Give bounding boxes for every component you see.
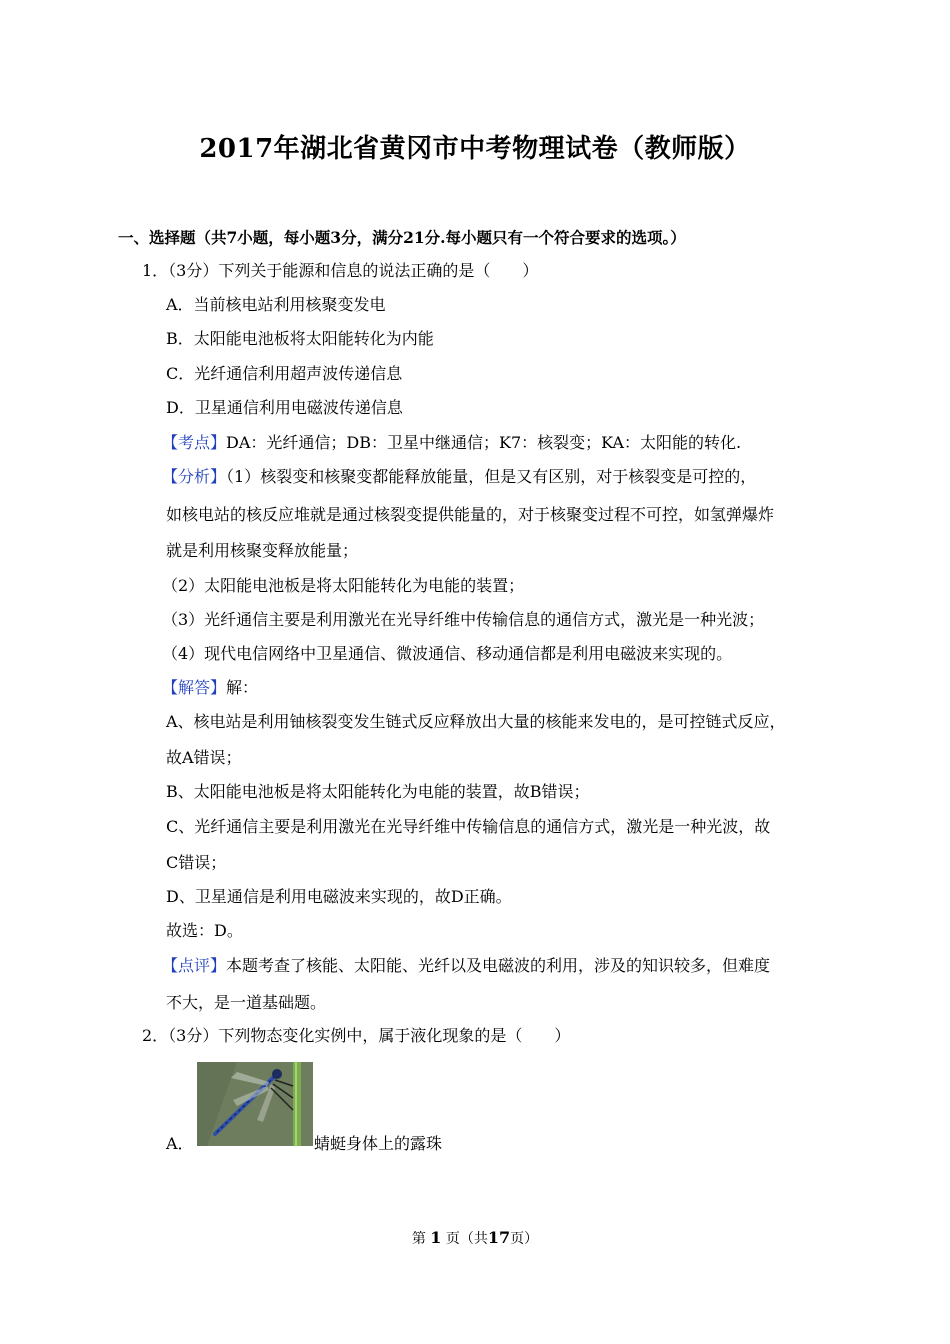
dianping-row: [162, 955, 770, 977]
fenxi-line: 就是利用核聚变释放能量；: [166, 541, 359, 560]
footer-page-number: 1: [430, 1228, 442, 1247]
question-1-option-b: B．太阳能电池板将太阳能转化为内能: [166, 329, 434, 348]
page-footer: [0, 1228, 950, 1248]
jieda-head: 解：: [226, 678, 259, 697]
fenxi-row: [162, 466, 756, 488]
jieda-row: [162, 677, 258, 699]
section-heading: 一、选择题（共7小题，每小题3分，满分21分.每小题只有一个符合要求的选项。）: [118, 228, 686, 247]
question-1-stem: 1．（3分）下列关于能源和信息的说法正确的是（ ）: [142, 261, 539, 280]
fenxi-line: （2）太阳能电池板是将太阳能转化为电能的装置；: [162, 576, 525, 595]
jieda-line: C错误；: [166, 853, 227, 872]
footer-pre: 第: [411, 1231, 426, 1247]
jieda-line: A、核电站是利用铀核裂变发生链式反应释放出大量的核能来发电的，是可控链式反应，: [166, 712, 786, 731]
footer-total-pages: 17: [487, 1228, 511, 1247]
dianping-line: 本题考查了核能、太阳能、光纤以及电磁波的利用，涉及的知识较多，但难度: [226, 956, 771, 975]
question-2-option-a-label: A．: [166, 1134, 194, 1153]
dianping-line: 不大，是一道基础题。: [166, 993, 327, 1012]
jieda-line: C、光纤通信主要是利用激光在光导纤维中传输信息的通信方式，激光是一种光波，故: [166, 817, 771, 836]
kaodian-tag: 【考点】: [162, 433, 227, 452]
question-1-option-a: A．当前核电站利用核聚变发电: [166, 295, 386, 314]
kaodian-row: [162, 432, 741, 454]
fenxi-tag: 【分析】: [162, 467, 227, 486]
jieda-line: B、太阳能电池板是将太阳能转化为电能的装置，故B错误；: [166, 782, 590, 801]
question-2-option-a-text: 蜻蜓身体上的露珠: [314, 1134, 443, 1153]
dianping-tag: 【点评】: [162, 956, 227, 975]
question-1-option-d: D．卫星通信利用电磁波传递信息: [166, 398, 403, 417]
fenxi-line: （4）现代电信网络中卫星通信、微波通信、移动通信都是利用电磁波来实现的。: [162, 644, 733, 663]
jieda-line: D、卫星通信是利用电磁波来实现的，故D正确。: [166, 887, 512, 906]
question-1-option-c: C．光纤通信利用超声波传递信息: [166, 364, 403, 383]
footer-post: 页）: [510, 1231, 539, 1247]
question-2-stem: 2．（3分）下列物态变化实例中，属于液化现象的是（ ）: [142, 1026, 571, 1045]
footer-mid: 页（共: [445, 1231, 488, 1247]
fenxi-line: （3）光纤通信主要是利用激光在光导纤维中传输信息的通信方式，激光是一种光波；: [162, 610, 765, 629]
page-title: 2017年湖北省黄冈市中考物理试卷（教师版）: [199, 134, 751, 164]
jieda-line: 故选：D。: [166, 921, 243, 940]
fenxi-line: 如核电站的核反应堆就是通过核裂变提供能量的，对于核聚变过程不可控，如氢弹爆炸: [166, 505, 775, 524]
kaodian-text: DA：光纤通信；DB：卫星中继通信；K7：核裂变；KA：太阳能的转化.: [226, 433, 742, 452]
dragonfly-image: [197, 1062, 313, 1146]
jieda-line: 故A错误；: [166, 748, 242, 767]
fenxi-line: （1）核裂变和核聚变都能释放能量，但是又有区别，对于核裂变是可控的，: [226, 467, 757, 486]
dragonfly-illustration: [197, 1062, 313, 1146]
jieda-tag: 【解答】: [162, 678, 227, 697]
